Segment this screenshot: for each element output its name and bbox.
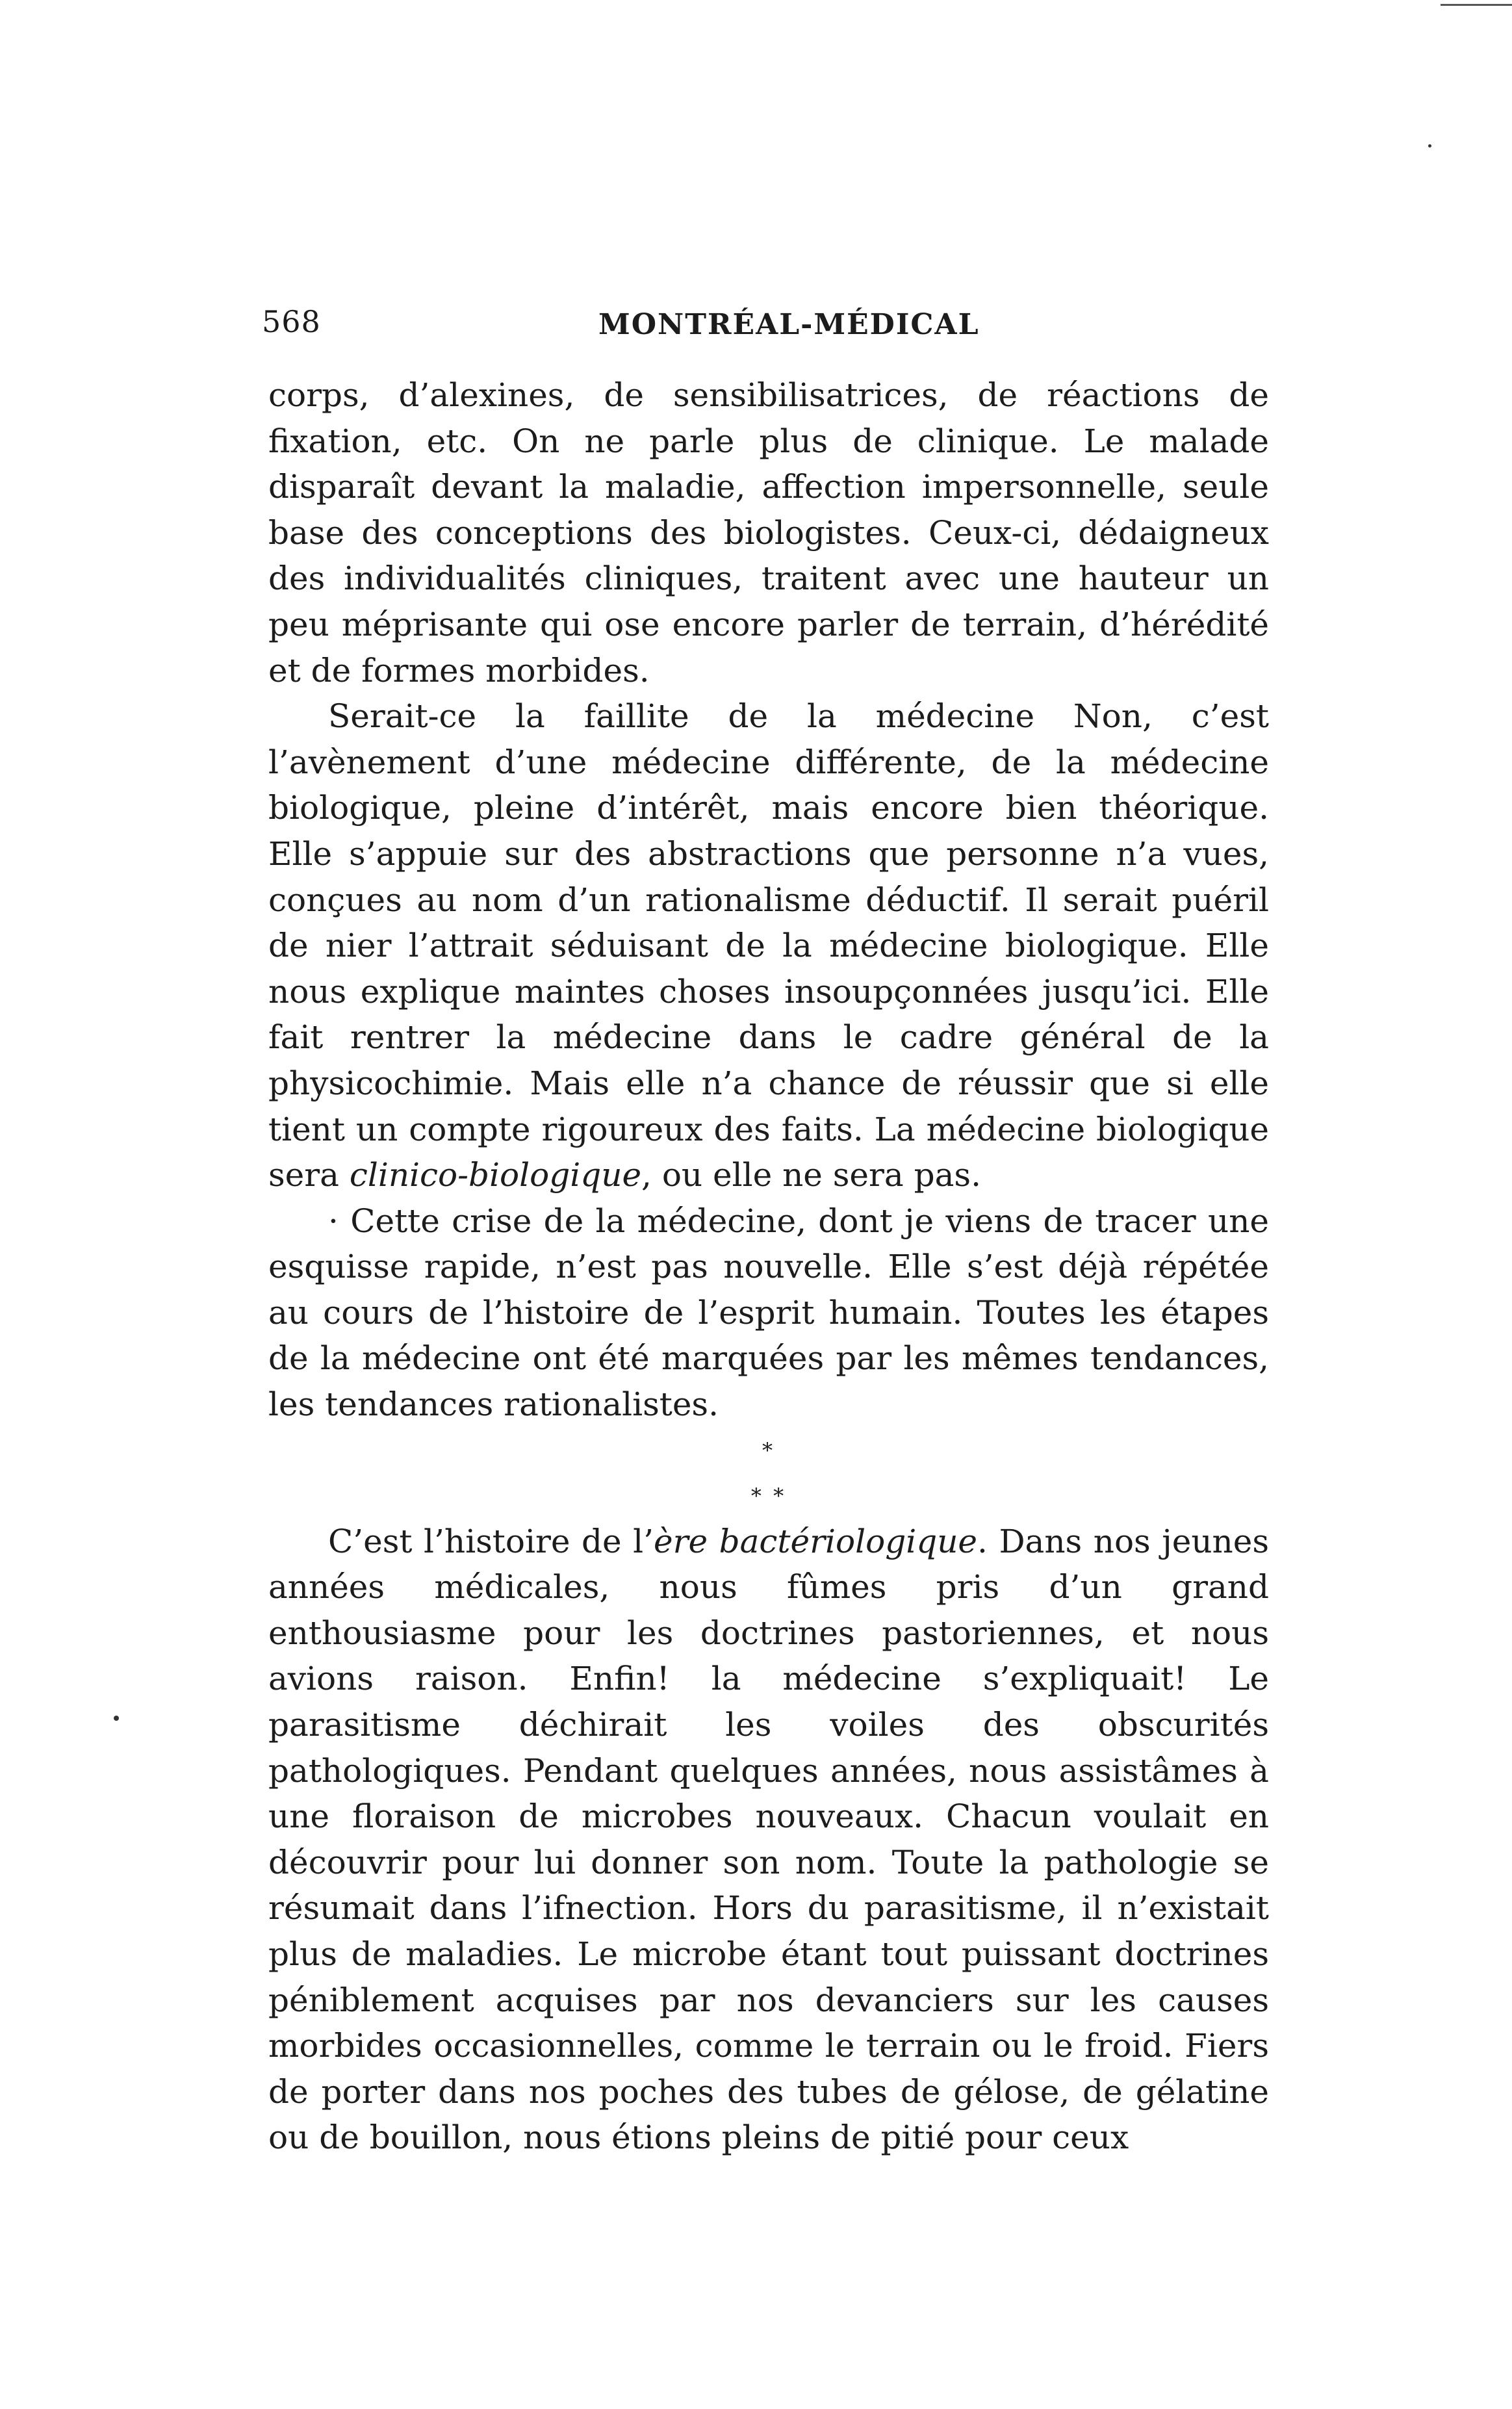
- paragraph-4-emphasis: ère bactériologique: [654, 1522, 978, 1560]
- body-text: [268, 372, 1269, 2161]
- scan-edge-mark: [1441, 4, 1512, 6]
- margin-speck: [114, 1716, 119, 1721]
- paragraph-1: corps, d’alexines, de sensibilisatrices, de réactions de fixation, etc. On ne parle plus de clinique. Le malade disparaît devant la maladie, affection impersonnelle, seule base des conceptions des biologistes. Ceux-ci, dédaigneux des individualités cliniques, traitent avec une hauteur un peu méprisante qui ose encore parler de terrain, d’hérédité et de formes morbides.: [268, 376, 1269, 689]
- page-number: 568: [262, 304, 321, 339]
- paragraph-2-emphasis: clinico-biologique: [349, 1156, 642, 1194]
- asterism-bottom: * *: [750, 1483, 787, 1508]
- paragraph-4: [268, 1519, 1269, 2161]
- asterism-divider: [268, 1428, 1269, 1519]
- page-header: [262, 304, 1266, 350]
- margin-speck-right: [1428, 144, 1431, 148]
- paragraph-2-end: , ou elle ne sera pas.: [641, 1156, 981, 1194]
- running-title: MONTRÉAL-MÉDICAL: [598, 308, 980, 341]
- paragraph-2: [268, 693, 1269, 1198]
- paragraph-4-end: . Dans nos jeunes années médicales, nous fûmes pris d’un grand enthousiasme pour les doctrines pastoriennes, et nous avions raison. Enfin! la médecine s’expliquait! Le parasitisme déchirait les voiles des obscurités pathologiques. Pendant quelques années, nous assistâmes à une floraison de microbes nouveaux. Chacun voulait en découvrir pour lui donner son nom. Toute la pathologie se résumait dans l’ifnection. Hors du parasitisme, il n’existait plus de maladies. Le microbe étant tout puissant doctrines péniblement acquises par nos devanciers sur les causes morbides occasionnelles, comme le terrain ou le froid. Fiers de porter dans nos poches des tubes de gélose, de gélatine ou de bouillon, nous étions pleins de pitié pour ceux: [268, 1522, 1269, 2157]
- paragraph-4-text: C’est l’histoire de l’: [328, 1522, 654, 1560]
- paragraph-3: · Cette crise de la médecine, dont je viens de tracer une esquisse rapide, n’est pas nouvelle. Elle s’est déjà répétée au cours de l’histoire de l’esprit humain. Toutes les étapes de la médecine ont été marquées par les mêmes tendances, les tendances rationalistes.: [268, 1202, 1269, 1424]
- asterism-top: *: [762, 1437, 775, 1463]
- paragraph-2-text: Serait-ce la faillite de la médecine Non, c’est l’avènement d’une médecine différente, de la médecine biologique, pleine d’intérêt, mais encore bien théorique. Elle s’appuie sur des abstractions que personne n’a vues, conçues au nom d’un rationalisme déductif. Il serait puéril de nier l’attrait séduisant de la médecine biologique. Elle nous explique maintes choses insoupçonnées jusqu’ici. Elle fait rentrer la médecine dans le cadre général de la physicochimie. Mais elle n’a chance de réussir que si elle tient un compte rigoureux des faits. La médecine biologique sera: [268, 697, 1269, 1194]
